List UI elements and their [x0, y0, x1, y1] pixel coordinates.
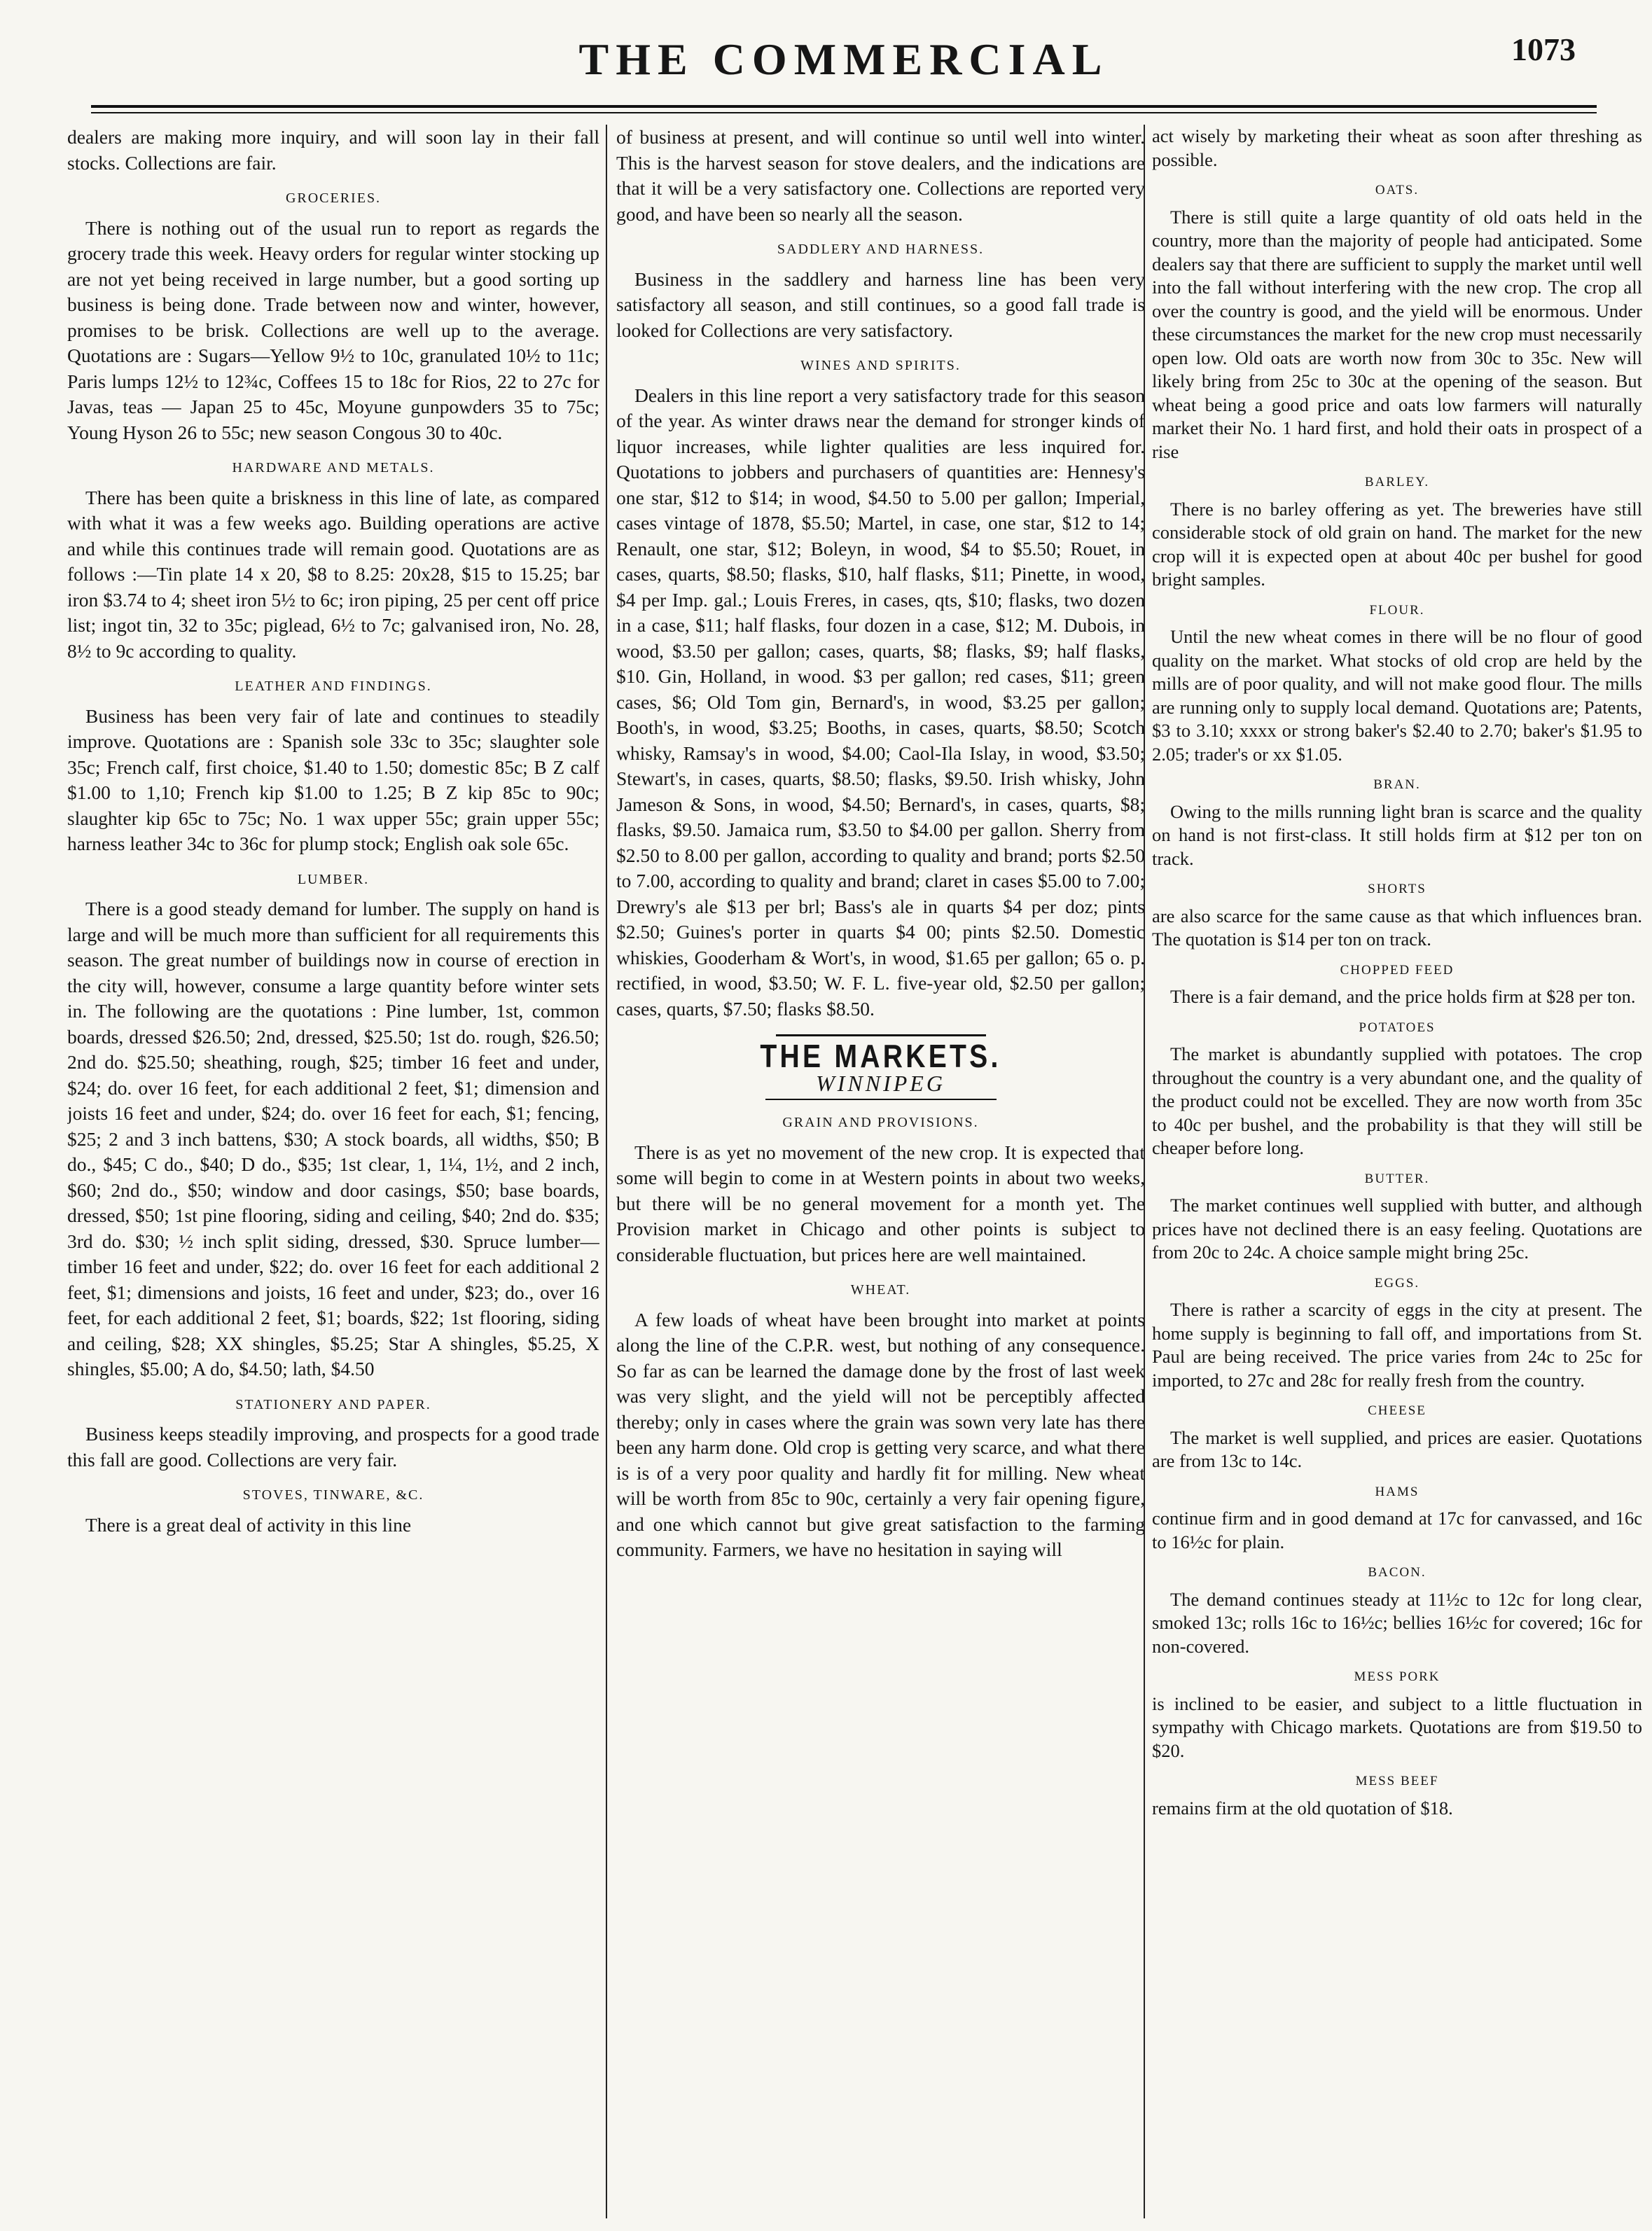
- paragraph-leather: Business has been very fair of late and continues to steadily improve. Quotations are : Spanish sole 33c to 35c; slaughter sole 35c; French calf, first choice, $1.40 to 1.50; domestic 85c; B Z calf $1.00 to 1,10; French kip $1.00 to 1.25; B Z kip 85c to 90c; slaughter kip 65c to 75c; No. 1 wax upper 55c; grain upper 55c; harness leather 34c to 36c for plump stock; English oak sole 65c.: [67, 704, 599, 854]
- paragraph-hams: continue firm and in good demand at 17c for canvassed, and 16c to 16½c for plain.: [1152, 1508, 1642, 1552]
- heading-grain: GRAIN AND PROVISIONS.: [782, 1115, 979, 1130]
- markets-heading: THE MARKETS.: [760, 1038, 1001, 1074]
- heading-stationery: STATIONERY AND PAPER.: [235, 1396, 431, 1412]
- paragraph-stationery: Business keeps steadily improving, and prospects for a good trade this fall are good. Collections are very fair.: [67, 1423, 599, 1471]
- paragraph-groceries: There is nothing out of the usual run to report as regards the grocery trade this week. Heavy orders for regular winter stocking up are not yet being received in large number, but a good sorting up business is being done. Trade between now and winter, however, promises to be brisk. Collections are well up to the average. Quotations are : Sugars—Yellow 9½ to 10c, granulated 10½ to 11c; Paris lumps 12½ to 12¾c, Coffees 15 to 18c for Rios, 22 to 27c for Javas, teas — Japan 25 to 45c, Moyune gunpowders 35 to 75c; Young Hyson 26 to 55c; new season Congous 30 to 40c.: [67, 216, 599, 443]
- paragraph-shorts: are also scarce for the same cause as that which influences bran. The quotation is $14 per ton on track.: [1152, 905, 1642, 950]
- paragraph-continued: of business at present, and will continue so until well into winter. This is the harvest season for stove dealers, and the indications are that it will be a very satisfactory one. Collections are reported very good, and have been so nearly all the season.: [616, 126, 1145, 225]
- heading-mess-pork: MESS PORK: [1354, 1669, 1441, 1684]
- heading-groceries: GROCERIES.: [285, 190, 382, 206]
- paragraph-mess-pork: is inclined to be easier, and subject to a little fluctuation in sympathy with Chicago markets. Quotations are from $19.50 to $20.: [1152, 1693, 1642, 1761]
- paragraph-bran: Owing to the mills running light bran is scarce and the quality on hand is not first-class. It still holds firm at $12 per ton on track.: [1152, 800, 1642, 869]
- paragraph-continued: act wisely by marketing their wheat as soon after threshing as possible.: [1152, 125, 1642, 170]
- paragraph-chopped-feed: There is a fair demand, and the price holds firm at $28 per ton.: [1170, 986, 1636, 1007]
- paragraph-wheat: A few loads of wheat have been brought into market at points along the line of the C.P.R. west, but nothing of any consequence. So far as can be learned the damage done by the frost of last week was very slight, and the yield will not be perceptibly affected thereby; only in cases where the grain was sown very late has there been any harm done. Old crop is getting very scarce, and what there is is of a very poor quality and hardly fit for milling. New wheat will be worth from 85c to 90c, certainly a very fair opening figure, and one which cannot but give great satisfaction to the farming community. Farmers, we have no hesitation in saying will: [616, 1308, 1145, 1560]
- heading-stoves: STOVES, TINWARE, &C.: [242, 1487, 424, 1503]
- paragraph-wines: Dealers in this line report a very satisfactory trade for this season of the year. As winter draws near the demand for stronger kinds of liquor increases, while lighter qualities are less inquired for. Quotations to jobbers and purchasers of quantities are: Hennesy's one star, $12 to $14; in wood, $4.50 to 5.00 per gallon; Imperial, cases vintage of 1878, $5.50; Martel, in case, one star, $12 to 14; Renault, one star, $12; Boleyn, in wood, $4 to $5.50; Rouet, in cases, quarts, $8.50; flasks, $10, half flasks, $11; Pinette, in wood, $4 per Imp. gal.; Louis Freres, in cases, qts, $10; flasks, two dozen in a case, $11; half flasks, four dozen in a case, $12; M. Dubois, in wood, $3.50 per gallon; cases, quarts, $8; flasks, $9; half flasks, $10. Gin, Holland, in wood. $3 per gallon; red cases, $11; green cases, $6; Old Tom gin, Bernard's, in wood, $3.25 per gallon; Booth's, in wood, $3.25; Booths, in cases, quarts, $8.50; Scotch whisky, Ramsay's in wood, $4.00; Caol-Ila Islay, in wood, $3.50; Stewart's, in cases, quarts, $8.50; flasks, $9.50. Irish whisky, John Jameson & Sons, in wood, $4.50; Bernard's, in cases, quarts, $8; flasks, $9.50. Jamaica rum, $3.50 to $4.00 per gallon. Sherry from $2.50 to 8.00 per gallon, according to quality and brand; ports $2.50 to 7.00, according to quality and brand; claret in cases $5.00 to 7.00; Drewry's ale $13 per brl; Bass's ale in quarts $4 per doz; pints $2.50; Guines's porter in quarts $4 00; pints $2.50. Domestic whiskies, Gooderham & Wort's, in wood, $1.65 per gallon; 65 o. p. rectified, in wood, $3.50; W. F. L. five-year old, $2.50 per gallon; cases, quarts, $7.50; flasks $8.50.: [616, 384, 1145, 1020]
- column-1: [67, 125, 599, 2218]
- column-2: [616, 125, 1145, 2218]
- heading-wines: WINES AND SPIRITS.: [800, 358, 961, 373]
- paragraph-cheese: The market is well supplied, and prices are easier. Quotations are from 13c to 14c.: [1152, 1426, 1642, 1471]
- paragraph-grain: There is as yet no movement of the new crop. It is expected that some will begin to come in at Western points in about two weeks, but there will be no general movement for a month yet. The Provision market in Chicago and other points is subject to considerable fluctuation, but prices here are well maintained.: [616, 1141, 1145, 1265]
- paragraph-stoves: There is a great deal of activity in this line: [85, 1513, 412, 1536]
- paragraph-potatoes: The market is abundantly supplied with potatoes. The crop throughout the country is a very abundant one, and the quality of the product could not be excelled. They are now worth from 35c to 40c per bushel, and the probability is that they will still be cheaper before long.: [1152, 1043, 1642, 1158]
- heading-mess-beef: MESS BEEF: [1355, 1774, 1439, 1788]
- column-divider-1: [606, 125, 607, 2218]
- paragraph-flour: Until the new wheat comes in there will be no flour of good quality on the market. What stocks of old crop are held by the mills are of poor quality, and will not make good flour. The mills are running only to supply local demand. Quotations are; Patents, $3 to 3.10; xxxx or strong baker's $2.40 to 2.70; baker's $1.95 to 2.05; trader's or xx $1.05.: [1152, 626, 1642, 765]
- column-3: [1152, 125, 1642, 2218]
- paragraph-continued: dealers are making more inquiry, and will soon lay in their fall stocks. Collections are fair.: [67, 126, 599, 174]
- heading-wheat: WHEAT.: [850, 1282, 911, 1298]
- paragraph-oats: There is still quite a large quantity of old oats held in the country, more than the majority of people had anticipated. Some dealers say that there are sufficient to supply the market until well into the fall without interfering with the new crop. The crop all over the country is good, and the yield will be enormous. Under these circumstances the market for the new crop must necessarily open low. Old oats are worth now from 30c to 35c. New will likely bring from 25c to 30c at the opening of the season. But wheat being a good price and oats low farmers will naturally market their No. 1 hard first, and hold their oats in prospect of a rise: [1152, 206, 1642, 462]
- paragraph-butter: The market continues well supplied with butter, and although prices have not declined there is an easy feeling. Quotations are from 20c to 24c. A choice sample might bring 25c.: [1152, 1195, 1642, 1263]
- paragraph-eggs: There is rather a scarcity of eggs in the city at present. The home supply is beginning to fall off, and importations from St. Paul are being received. The price varies from 24c to 25c for imported, to 27c and 28c for really fresh from the country.: [1152, 1299, 1642, 1391]
- paragraph-mess-beef: remains firm at the old quotation of $18.: [1152, 1797, 1453, 1819]
- newspaper-title: THE COMMERCIAL: [578, 34, 1109, 84]
- paragraph-lumber: There is a good steady demand for lumber. The supply on hand is large and will be much more than sufficient for all requirements this season. The great number of buildings now in course of erection in the city will, however, consume a large quantity before winter sets in. The following are the quotations : Pine lumber, 1st, common boards, dressed $26.50; 2nd, dressed, $25.50; 1st do. rough, $26.50; 2nd do. $25.50; sheathing, rough, $25; timber 16 feet and under, $24; do. over 16 feet, for each additional 2 feet, $1; dimension and joists 16 feet and under, $24; do. over 16 feet for each, $1; fencing, $25; 2 and 3 inch battens, $30; A stock boards, all widths, $50; B do., $45; C do., $40; D do., $35; 1st clear, 1, 1¼, 1½, and 2 inch, $60; 2nd do., $50; window and door casings, $50; base boards, dressed, $50; 1st pine flooring, siding and ceiling, $40; 2nd do. $35; 3rd do. $30; ½ inch split siding, dressed, $30. Spruce lumber—timber 16 feet and under, $22; do. over 16 feet for each additional 2 feet, $1; dimensions and joists, 16 feet and under, $23; do., over 16 feet, for each additional 2 feet, $1; boards, $22; 1st flooring, siding and ceiling, $28; XX shingles, $5.25; Star A shingles, $5.25, X shingles, $5.00; A do, $4.50; lath, $4.50: [67, 898, 599, 1379]
- heading-potatoes: POTATOES: [1359, 1020, 1436, 1035]
- paragraph-hardware: There has been quite a briskness in this line of late, as compared with what it was a few weeks ago. Building operations are active and while this continues trade will remain good. Quotations are as follows :—Tin plate 14 x 20, $8 to 8.25: 20x28, $15 to 15.25; bar iron $3.74 to 4; sheet iron 5½ to 6c; iron piping, 25 per cent off price list; ingot tin, 32 to 35c; piglead, 6½ to 7c; galvanised iron, No. 28, 8½ to 9c according to quality.: [67, 486, 599, 662]
- heading-flour: FLOUR.: [1369, 602, 1425, 618]
- paragraph-barley: There is no barley offering as yet. The breweries have still considerable stock of old grain on hand. The market for the new crop will it is expected open at about 40c per bushel for good bright samples.: [1152, 498, 1642, 590]
- heading-saddlery: SADDLERY AND HARNESS.: [777, 242, 985, 257]
- paragraph-saddlery: Business in the saddlery and harness line has been very satisfactory all season, and still continues, so a good fall trade is looked for Collections are very satisfactory.: [616, 267, 1145, 341]
- masthead-rule-thin: [91, 112, 1597, 113]
- markets-city: WINNIPEG: [816, 1070, 945, 1096]
- heading-eggs: EGGS.: [1374, 1275, 1420, 1291]
- masthead-rule-thick: [91, 105, 1597, 108]
- heading-leather: LEATHER AND FINDINGS.: [235, 679, 432, 694]
- heading-barley: BARLEY.: [1364, 475, 1430, 489]
- page-number: 1073: [1511, 32, 1576, 67]
- heading-butter: BUTTER.: [1364, 1171, 1430, 1186]
- heading-bacon: BACON.: [1368, 1565, 1427, 1580]
- masthead: [91, 0, 1597, 123]
- heading-hardware: HARDWARE AND METALS.: [232, 460, 435, 475]
- heading-lumber: LUMBER.: [297, 871, 370, 887]
- heading-oats: OATS.: [1375, 183, 1420, 197]
- heading-bran: BRAN.: [1373, 777, 1421, 792]
- heading-hams: HAMS: [1375, 1484, 1420, 1499]
- section-separator: [776, 1034, 986, 1036]
- paragraph-bacon: The demand continues steady at 11½c to 12c for long clear, smoked 13c; rolls 16c to 16½c; bellies 16½c for covered; 16c for non-covered.: [1152, 1588, 1642, 1657]
- heading-shorts: SHORTS: [1368, 882, 1427, 896]
- markets-rule: [765, 1099, 997, 1100]
- heading-chopped-feed: CHOPPED FEED: [1340, 962, 1455, 978]
- heading-cheese: CHEESE: [1368, 1403, 1427, 1418]
